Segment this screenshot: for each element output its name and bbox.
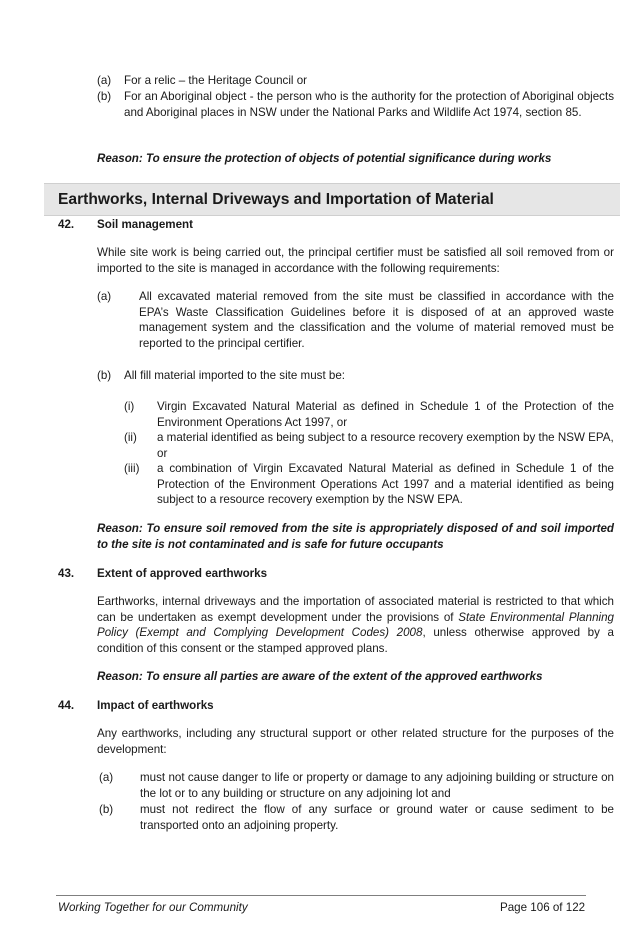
footer-tagline: Working Together for our Community (58, 901, 248, 914)
condition-44-b-text: must not redirect the flow of any surface or ground water or cause sediment to be transported onto an adjoining property. (140, 803, 614, 832)
footer-divider (56, 895, 586, 896)
section-heading: Earthworks, Internal Driveways and Importation of Material (58, 191, 494, 208)
section-heading-bar (44, 183, 620, 216)
intro-item-a-label: (a) (97, 74, 112, 87)
condition-42-sub-iii-label: (iii) (124, 462, 140, 475)
condition-42-title: Soil management (97, 218, 193, 231)
condition-42-b-label: (b) (97, 369, 112, 382)
intro-item-a-text: For a relic – the Heritage Council or (124, 74, 308, 87)
condition-43-number: 43. (58, 567, 75, 580)
intro-item-b-label: (b) (97, 90, 112, 103)
condition-42-sub-i-label: (i) (124, 400, 135, 413)
condition-42-a-label: (a) (97, 290, 112, 303)
condition-42-number: 42. (58, 218, 75, 231)
footer-page-number: Page 106 of 122 (500, 901, 586, 914)
condition-43-body-part-1: Earthworks, internal driveways and the importation of associated material is restricted to that which can be undertaken as exempt development under the provisions of (97, 595, 614, 624)
condition-42-intro: While site work is being carried out, the principal certifier must be satisfied all soil removed from or imported to the site is managed in accordance with the following requirements: (97, 246, 614, 275)
condition-43-body (97, 594, 614, 656)
condition-42-sub-ii-label: (ii) (124, 431, 137, 444)
condition-43-body-sepp: State Environmental Planning Policy (Exempt and Complying Development Codes) 2008 (97, 610, 614, 640)
condition-43-title: Extent of approved earthworks (97, 567, 268, 580)
condition-44-intro: Any earthworks, including any structural support or other related structure for the purposes of the development: (97, 727, 614, 756)
condition-44-a-text: must not cause danger to life or property or damage to any adjoining building or structure on the lot or to any building or structure on any adjoining lot and (140, 771, 614, 800)
condition-42-a-text: All excavated material removed from the site must be classified in accordance with the EPA’s Waste Classification Guidelines before it is disposed of at an approved waste management system and the classification and the volume of material removed must be reported to the principal certifier. (139, 290, 614, 350)
intro-reason: Reason: To ensure the protection of objects of potential significance during works (97, 152, 552, 165)
condition-42-sub-ii-text: a material identified as being subject to a resource recovery exemption by the NSW EPA, or (157, 431, 614, 460)
condition-43-reason: Reason: To ensure all parties are aware of the extent of the approved earthworks (97, 670, 543, 683)
intro-item-b-text: For an Aboriginal object - the person who is the authority for the protection of Aboriginal objects and Aboriginal places in NSW under the National Parks and Wildlife Act 1974, section 85. (124, 90, 614, 119)
condition-43-body-part-2: , unless otherwise approved by a condition of this consent or the stamped approved plans. (97, 626, 615, 655)
condition-42-sub-i-text: Virgin Excavated Natural Material as defined in Schedule 1 of the Protection of the Environment Operations Act 1997, or (157, 400, 614, 429)
condition-42-reason: Reason: To ensure soil removed from the site is appropriately disposed of and soil imported to the site is not contaminated and is safe for future occupants (97, 522, 614, 551)
condition-44-a-label: (a) (99, 771, 114, 784)
condition-42-b-text: All fill material imported to the site must be: (124, 369, 346, 382)
condition-42-sub-iii-text: a combination of Virgin Excavated Natural Material as defined in Schedule 1 of the Protection of the Environment Operations Act 1997 and a material identified as being subject to a resource recovery exemption by the NSW EPA. (157, 462, 614, 507)
condition-44-title: Impact of earthworks (97, 699, 214, 712)
condition-44-number: 44. (58, 699, 75, 712)
condition-44-b-label: (b) (99, 803, 114, 816)
